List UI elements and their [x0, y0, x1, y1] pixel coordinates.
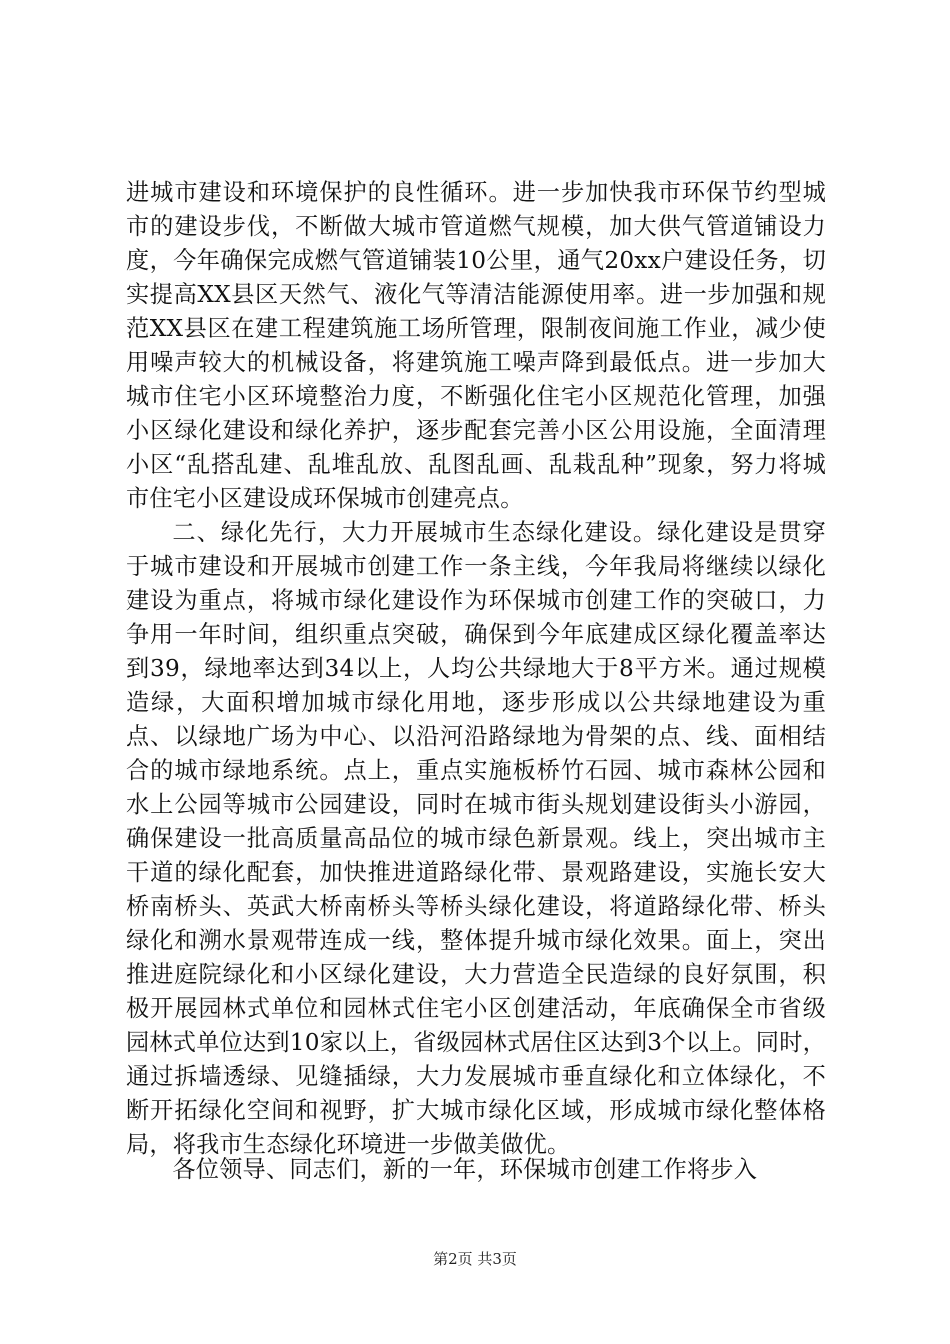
closing-paragraph-container: [126, 1153, 826, 1187]
paragraph-greening: 二、绿化先行，大力开展城市生态绿化建设。绿化建设是贯穿于城市建设和开展城市创建工作一条主线，今年我局将继续以绿化建设为重点，将城市绿化建设作为环保城市创建工作的突破口，力争用一年时间，组织重点突破，确保到今年底建成区绿化覆盖率达到39，绿地率达到34以上，人均公共绿地大于8平方米。通过规模造绿，大面积增加城市绿化用地，逐步形成以公共绿地建设为重点、以绿地广场为中心、以沿河沿路绿地为骨架的点、线、面相结合的城市绿地系统。点上，重点实施板桥竹石园、城市森林公园和水上公园等城市公园建设，同时在城市街头规划建设街头小游园，确保建设一批高质量高品位的城市绿色新景观。线上，突出城市主干道的绿化配套，加快推进道路绿化带、景观路建设，实施长安大桥南桥头、英武大桥南桥头等桥头绿化建设，将道路绿化带、桥头绿化和溯水景观带连成一线，整体提升城市绿化效果。面上，突出推进庭院绿化和小区绿化建设，大力营造全民造绿的良好氛围，积极开展园林式单位和园林式住宅小区创建活动，年底确保全市省级园林式单位达到10家以上，省级园林式居住区达到3个以上。同时，通过拆墙透绿、见缝插绿，大力发展城市垂直绿化和立体绿化，不断开拓绿化空间和视野，扩大城市绿化区域，形成城市绿化整体格局，将我市生态绿化环境进一步做美做优。: [126, 519, 826, 1158]
paragraph-continuation: 进城市建设和环境保护的良性循环。进一步加快我市环保节约型城市的建设步伐，不断做大城市管道燃气规模，加大供气管道铺设力度，今年确保完成燃气管道铺装10公里，通气20xx户建设任务，切实提高XX县区天然气、液化气等清洁能源使用率。进一步加强和规范XX县区在建工程建筑施工场所管理，限制夜间施工作业，减少使用噪声较大的机械设备，将建筑施工噪声降到最低点。进一步加大城市住宅小区环境整治力度，不断强化住宅小区规范化管理，加强小区绿化建设和绿化养护，逐步配套完善小区公用设施，全面清理小区“乱搭乱建、乱堆乱放、乱图乱画、乱栽乱种”现象，努力将城市住宅小区建设成环保城市创建亮点。: [126, 179, 826, 512]
paragraph-closing: 各位领导、同志们，新的一年，环保城市创建工作将步入: [172, 1156, 758, 1183]
page-footer: 第2页 共3页: [433, 1250, 517, 1268]
document-body: [126, 176, 826, 1162]
